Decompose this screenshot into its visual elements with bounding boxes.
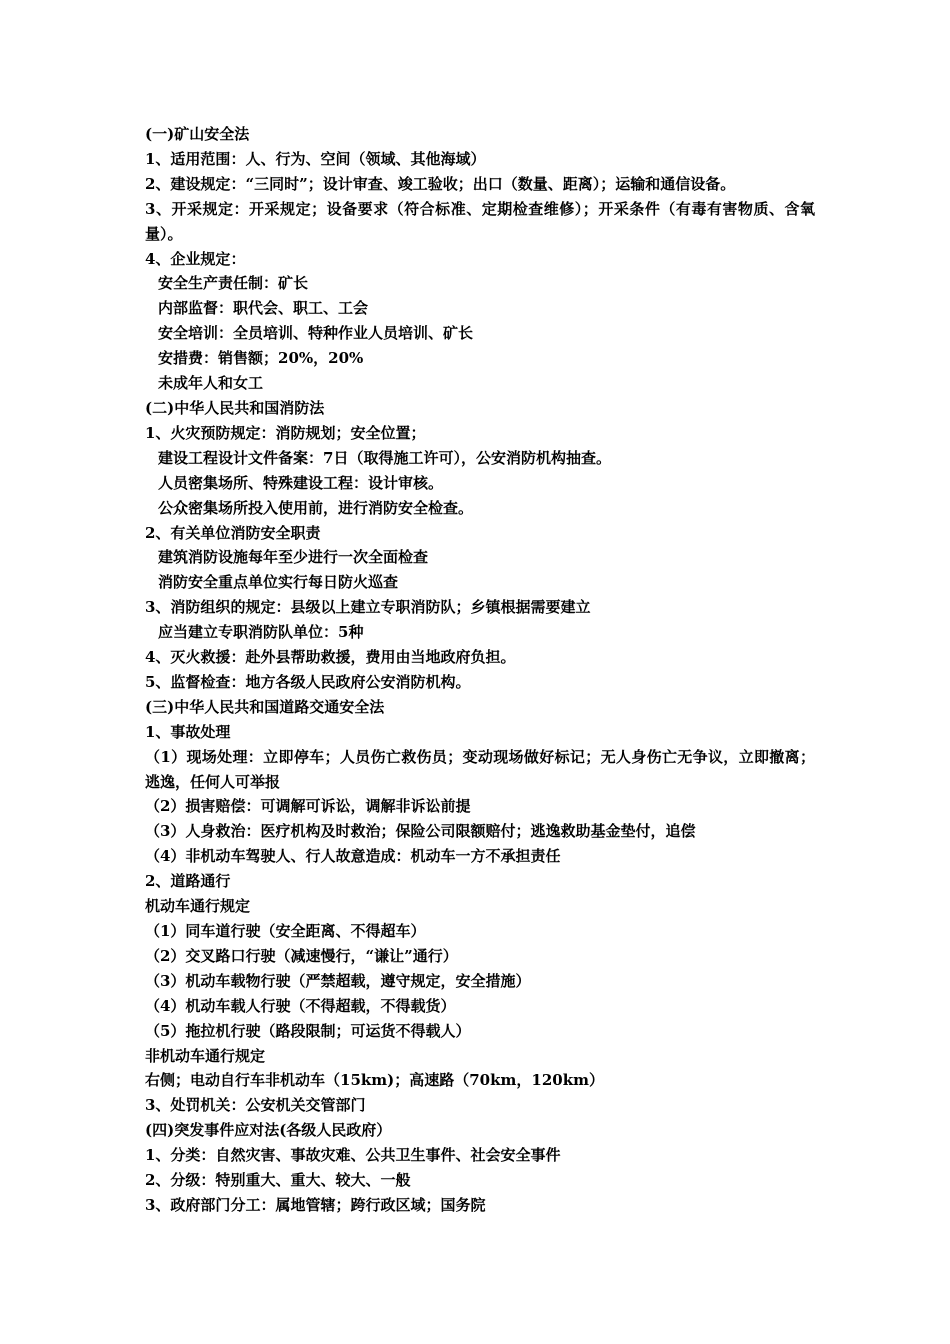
- text-line: 安全生产责任制：矿长: [158, 274, 309, 293]
- text-line: 安全培训：全员培训、特种作业人员培训、矿长: [158, 324, 474, 343]
- text-line: 人员密集场所、特殊建设工程：设计审核。: [158, 473, 444, 492]
- text-line: 公众密集场所投入使用前，进行消防安全检查。: [158, 498, 474, 517]
- text-line: 2、分级：特别重大、重大、较大、一般: [145, 1171, 411, 1190]
- text-line: 1、适用范围：人、行为、空间（领域、其他海域）: [145, 149, 486, 168]
- text-line: 安措费：销售额；20%，20%: [158, 349, 364, 368]
- section-heading-emergency-response-law: (四)突发事件应对法(各级人民政府）: [145, 1121, 392, 1140]
- document-page: [145, 122, 815, 1218]
- text-line: （3）人身救治：医疗机构及时救治；保险公司限额赔付；逃逸救助基金垫付，追偿: [145, 822, 696, 841]
- text-line: 1、分类：自然灾害、事故灾难、公共卫生事件、社会安全事件: [145, 1146, 561, 1165]
- text-line: 应当建立专职消防队单位：5种: [158, 623, 364, 642]
- text-line: 3、开采规定：开采规定；设备要求（符合标准、定期检查维修）；开采条件（有毒有害物质、含氧量）。: [145, 199, 815, 243]
- text-line: 2、道路通行: [145, 872, 231, 891]
- text-line: 3、消防组织的规定：县级以上建立专职消防队；乡镇根据需要建立: [145, 598, 591, 617]
- text-line: 2、建设规定：“三同时”；设计审查、竣工验收；出口（数量、距离）；运输和通信设备。: [145, 174, 736, 193]
- section-heading-mine-safety-law: (一)矿山安全法: [145, 125, 250, 143]
- text-line: 右侧；电动自行车非机动车（15km)；高速路（70km，120km）: [145, 1071, 604, 1090]
- text-line: 非机动车通行规定: [145, 1046, 266, 1065]
- section-heading-road-traffic-safety-law: (三)中华人民共和国道路交通安全法: [145, 697, 385, 716]
- text-line: 1、事故处理: [145, 722, 231, 741]
- text-line: 4、灭火救援：赴外县帮助救援，费用由当地政府负担。: [145, 648, 516, 667]
- text-line: （4）机动车载人行驶（不得超载，不得载货）: [145, 996, 456, 1015]
- text-line: 建筑消防设施每年至少进行一次全面检查: [158, 548, 429, 567]
- text-line: （2）损害赔偿：可调解可诉讼，调解非诉讼前提: [145, 797, 471, 816]
- text-line: 3、政府部门分工：属地管辖；跨行政区域；国务院: [145, 1195, 486, 1214]
- text-line: 2、有关单位消防安全职责: [145, 523, 321, 542]
- text-line: 1、火灾预防规定：消防规划；安全位置；: [145, 423, 426, 442]
- text-line: 5、监督检查：地方各级人民政府公安消防机构。: [145, 672, 471, 691]
- text-line: 内部监督：职代会、职工、工会: [158, 299, 369, 318]
- text-line: （4）非机动车驾驶人、行人故意造成：机动车一方不承担责任: [145, 847, 561, 866]
- section-heading-fire-protection-law: (二)中华人民共和国消防法: [145, 398, 325, 417]
- text-line: 3、处罚机关：公安机关交管部门: [145, 1096, 366, 1115]
- text-line: 建设工程设计文件备案：7日（取得施工许可），公安消防机构抽查。: [158, 448, 611, 467]
- text-line: 未成年人和女工: [158, 374, 264, 393]
- text-line: （2）交叉路口行驶（减速慢行，“谦让”通行）: [145, 946, 458, 965]
- text-line: （3）机动车载物行驶（严禁超载，遵守规定，安全措施）: [145, 971, 531, 990]
- text-line: 消防安全重点单位实行每日防火巡查: [158, 573, 399, 592]
- text-line: （1）现场处理：立即停车；人员伤亡救伤员；变动现场做好标记；无人身伤亡无争议，立即撤离；逃逸，任何人可举报: [145, 747, 815, 791]
- text-line: 4、企业规定：: [145, 249, 246, 268]
- text-line: （1）同车道行驶（安全距离、不得超车）: [145, 922, 426, 940]
- text-line: （5）拖拉机行驶（路段限制；可运货不得载人）: [145, 1021, 471, 1040]
- text-line: 机动车通行规定: [145, 897, 251, 916]
